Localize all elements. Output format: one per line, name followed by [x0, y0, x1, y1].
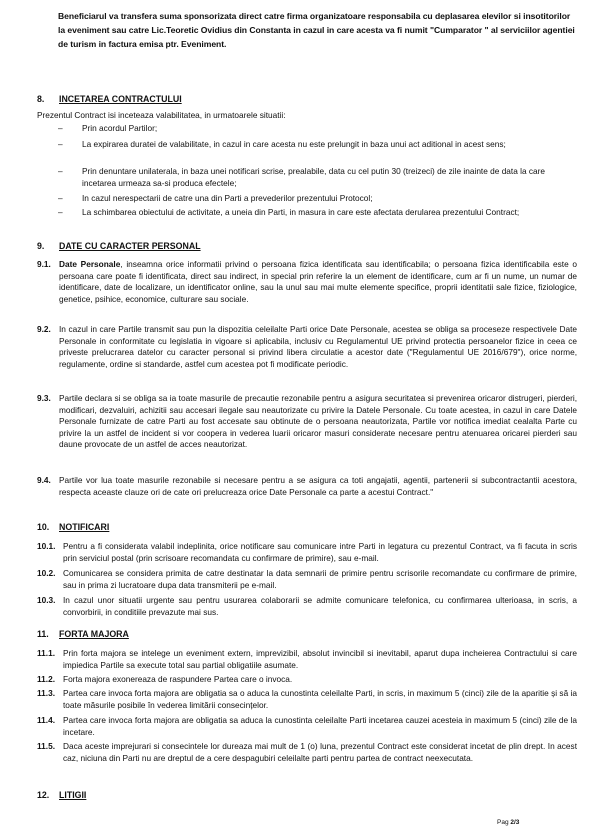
section-number: 12. — [37, 790, 50, 800]
page-number — [497, 819, 519, 826]
section-title: LITIGII — [59, 790, 87, 800]
section-title: NOTIFICARI — [59, 522, 110, 532]
clause-number: 9.3. — [37, 393, 51, 403]
list-item — [58, 193, 578, 205]
clause-number: 11.2. — [37, 674, 55, 684]
clause-number: 10.3. — [37, 595, 56, 605]
section-title: FORTA MAJORA — [59, 629, 129, 639]
dash-bullet: – — [58, 193, 63, 203]
section-title: DATE CU CARACTER PERSONAL — [59, 241, 201, 251]
clause-11-1 — [37, 648, 577, 671]
dash-bullet: – — [58, 166, 63, 176]
list-item-text: In cazul nerespectarii de catre una din Parti a prevederilor prezentului Protocol; — [82, 193, 373, 203]
list-item-text: La expirarea duratei de valabilitate, in cazul in care acesta nu este prelungit in baza unui act aditional in acest sens; — [82, 139, 506, 149]
dash-bullet: – — [58, 207, 63, 217]
clause-text: In cazul in care Partile transmit sau pun la dispozitia celeilalte Parti orice Date Personale, acestea se obliga sa proceseze respectivele Date Personale in conformitate cu legislatia in vigoare si aplicabila, inclusiv cu Regulamentul UE privind protectia persoanelor fizice in ceea ce priveste prelucrarea datelor cu caracter personal si privind libera circulatie a acestor date ("Regulamentul UE 2016/679"), orice norme, regulamente, ordine si standarde, astfel cum acestea pot fi modificate periodic. — [59, 324, 577, 369]
section-10-heading — [37, 521, 109, 533]
clause-number: 10.2. — [37, 568, 56, 578]
clause-9-3 — [37, 393, 577, 451]
clause-number: 11.3. — [37, 688, 55, 698]
clause-10-1 — [37, 541, 577, 564]
section-number: 9. — [37, 241, 45, 251]
clause-text: Partile vor lua toate masurile rezonabile si necesare pentru a se asigura ca toti angajatii, agentii, partenerii si subcontractantii acestora, respecta aceaste clauze ori de cate ori prelucreaza orice Date Personale ca parte a acestui Contract." — [59, 475, 577, 497]
clause-text — [59, 259, 577, 305]
section-number: 11. — [37, 629, 49, 639]
list-item — [58, 123, 578, 135]
clause-text: Prin forta majora se intelege un eveniment extern, imprevizibil, absolut invincibil si inevitabil, aparut dupa incheierea Contractului si care impiedica Partile sa execute total sau partial obligatiile asumate. — [63, 648, 577, 670]
list-item-text: La schimbarea obiectului de activitate, a uneia din Parti, in masura in care este afectata derularea prezentului Contract; — [82, 207, 520, 217]
page-count: 2/3 — [510, 819, 520, 826]
clause-text: Forta majora exonereaza de raspundere Partea care o invoca. — [63, 674, 293, 684]
clause-text: Partea care invoca forta majora are obligatia sa aduca la cunostinta celeilalte Parti incetarea cauzei acesteia in maximum 5 (cinci) zile de la incetare. — [63, 715, 577, 737]
list-item — [58, 166, 578, 189]
clause-text: Pentru a fi considerata valabil indeplinita, orice notificare sau comunicare intre Parti in legatura cu prezentul Contract, va fi facuta in scris prin serviciul postal (prin scrisoare recomandata cu confirmare de primire), sau e-mail. — [63, 541, 577, 563]
list-item — [58, 207, 578, 219]
clause-body: , inseamna orice informatii privind o persoana fizica identificata sau identificabila; o persoana fizica identificabila este o persoana care poate fi identificata, direct sau indirect, in special prin referire la un element de identificare, cum ar fi un nume, un numar de identificare, date de localizare, un identificator online, sau la unul sau mai multe elemente specifice, proprii identitatii sale fizice, fiziologice, genetice, psihice, economice, culturare sau sociale. — [59, 259, 577, 304]
clause-9-2 — [37, 324, 577, 370]
clause-text: Partea care invoca forta majora are obligatia sa o aduca la cunostinta celeilalte Parti, in scris, in maximum 5 (cinci) zile de la aparitie și să ia toate măsurile posibile în vederea limitării consecințelor. — [63, 688, 577, 710]
list-item-text: Prin denuntare unilaterala, in baza unei notificari scrise, prealabile, data cu cel putin 30 (treizeci) de zile inainte de data la care incetarea urmeaza sa-si produca efectele; — [82, 166, 546, 188]
clause-number: 9.1. — [37, 259, 51, 269]
section-8-heading — [37, 93, 182, 105]
clause-text: In cazul unor situatii urgente sau pentru usurarea colaborarii se admite comunicare telefonica, cu confirmarea ulterioasa, in scris, a convorbirii, in conditiile prevazute mai sus. — [63, 595, 577, 617]
clause-9-4 — [37, 475, 577, 498]
intro-paragraph: Beneficiarul va transfera suma sponsorizata direct catre firma organizatoare responsabila cu deplasarea elevilor si insotitorilor la eveniment sau catre Lic.Teoretic Ovidius din Constanta in cazul in care acesta va fi numit "Cumparator " al serviciilor agentiei de turism in factura emisa ptr. Eveniment. — [58, 11, 575, 49]
clause-text: Daca aceste imprejurari si consecintele lor dureaza mai mult de 1 (o) luna, prezentul Contract este considerat incetat de plin drept. In acest caz, niciuna din Parti nu are dreptul de a cere despagubiri celeilalte parti pentru partea de contract neexecutata. — [63, 741, 577, 763]
clause-11-5 — [37, 741, 577, 764]
section-title: INCETAREA CONTRACTULUI — [59, 94, 182, 104]
clause-number: 11.5. — [37, 741, 55, 751]
section-8-lead: Prezentul Contract isi inceteaza valabilitatea, in urmatoarele situatii: — [37, 110, 286, 120]
clause-text: Partile declara si se obliga sa ia toate masurile de precautie rezonabile pentru a asigura securitatea si prevenirea oricaror distrugeri, pierderi, modificari, dezvaluiri, achizitii sau accesari ilegale sau neautorizate cu privire la Datele Personale. Cu toate acestea, in cazul in care Datele Personale furnizate de catre Parti au fost accesate sau obtinute de o persoana neautorizata, Partile vor notifica imediat cealalta Parte cu privire la un astfel de incident si vor coopera in vederea luarii oricaror masuri considerate necesare pentru atenuarea oricarei pierderi sau daune provocate de un astfel de acces neautorizat. — [59, 393, 577, 450]
section-number: 8. — [37, 94, 45, 104]
clause-number: 9.2. — [37, 324, 51, 334]
dash-bullet: – — [58, 139, 63, 149]
clause-11-2 — [37, 674, 577, 686]
clause-9-1 — [37, 259, 577, 305]
clause-11-3 — [37, 688, 577, 711]
section-12-heading — [37, 789, 86, 801]
clause-number: 11.4. — [37, 715, 55, 725]
section-number: 10. — [37, 522, 50, 532]
clause-number: 10.1. — [37, 541, 56, 551]
clause-10-2 — [37, 568, 577, 591]
clause-number: 11.1. — [37, 648, 55, 658]
list-item — [58, 139, 578, 151]
clause-11-4 — [37, 715, 577, 738]
section-9-heading — [37, 240, 201, 252]
clause-10-3 — [37, 595, 577, 618]
section-11-heading — [37, 628, 129, 640]
defined-term: Date Personale — [59, 259, 121, 269]
clause-number: 9.4. — [37, 475, 51, 485]
dash-bullet: – — [58, 123, 63, 133]
page-label: Pag — [497, 819, 509, 826]
clause-text: Comunicarea se considera primita de catre destinatar la data semnarii de primire pentru scrisorile recomandate cu confirmare de primire, sau in prima zi lucratoare dupa data transmiterii pe e-mail. — [63, 568, 577, 590]
list-item-text: Prin acordul Partilor; — [82, 123, 158, 133]
